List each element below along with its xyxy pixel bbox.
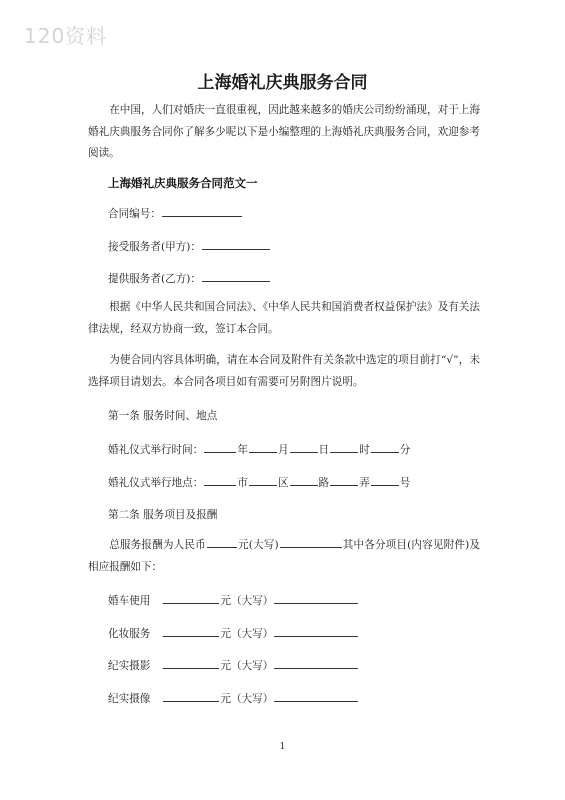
fee-amount-blank[interactable] <box>163 592 219 604</box>
fee-item-row <box>108 690 359 706</box>
fee-item-row <box>108 657 359 673</box>
article2-heading: 第二条 服务项目及报酬 <box>108 509 218 521</box>
total-fee-paragraph <box>88 535 480 578</box>
total-fee-blank[interactable] <box>207 536 237 548</box>
fee-amount-blank[interactable] <box>163 657 219 669</box>
watermark: 120资料 <box>24 24 108 48</box>
day-unit: 日 <box>318 444 330 456</box>
district-unit: 区 <box>277 477 289 489</box>
fee-upper-blank[interactable] <box>274 690 358 702</box>
city-unit: 市 <box>237 477 248 489</box>
document-title: 上海婚礼庆典服务合同 <box>197 73 368 93</box>
total-fee-upper-label: 元(大写) <box>237 539 279 551</box>
ceremony-place-label: 婚礼仪式举行地点： <box>108 477 204 489</box>
fee-item-name: 化妆服务 <box>108 628 151 640</box>
city-blank[interactable] <box>204 474 236 486</box>
fee-upper-blank[interactable] <box>274 592 358 604</box>
contract-number-line <box>108 205 243 221</box>
total-fee-prefix: 总服务报酬为人民币 <box>109 539 206 551</box>
district-blank[interactable] <box>249 474 277 486</box>
minute-unit: 分 <box>399 444 411 456</box>
hour-unit: 时 <box>359 444 370 456</box>
party-b-blank[interactable] <box>202 270 270 282</box>
party-a-label: 接受服务者(甲方)： <box>108 241 202 253</box>
ceremony-time-label: 婚礼仪式举行时间： <box>108 444 204 456</box>
contract-number-label: 合同编号： <box>108 208 161 220</box>
lane-unit: 弄 <box>359 477 370 489</box>
hour-blank[interactable] <box>330 441 358 453</box>
fee-upper-blank[interactable] <box>274 625 358 637</box>
number-unit: 号 <box>399 477 411 489</box>
fee-amount-blank[interactable] <box>163 625 219 637</box>
party-a-line <box>108 238 271 254</box>
fee-item-unit: 元（大写） <box>220 660 274 672</box>
contract-number-blank[interactable] <box>162 205 242 217</box>
clarification-paragraph: 为使合同内容具体明确，请在本合同及附件有关条款中选定的项目前打“√”，未选择项目请划去。本合同各项目如有需要可另附图片说明。 <box>88 354 480 388</box>
party-b-line <box>108 270 271 286</box>
fee-item-unit: 元（大写） <box>220 628 274 640</box>
year-unit: 年 <box>237 444 248 456</box>
road-unit: 路 <box>318 477 330 489</box>
party-a-blank[interactable] <box>202 238 270 250</box>
month-unit: 月 <box>277 444 289 456</box>
fee-amount-blank[interactable] <box>163 690 219 702</box>
fee-item-row <box>108 625 359 641</box>
fee-upper-blank[interactable] <box>274 657 358 669</box>
fee-item-unit: 元（大写） <box>220 595 274 607</box>
year-blank[interactable] <box>204 441 236 453</box>
page-number: 1 <box>279 742 286 752</box>
fee-item-row <box>108 592 359 608</box>
article1-heading: 第一条 服务时间、地点 <box>108 410 218 422</box>
total-fee-upper-blank[interactable] <box>280 536 342 548</box>
fee-item-name: 纪实摄像 <box>108 693 151 705</box>
fee-item-name: 纪实摄影 <box>108 660 151 672</box>
road-blank[interactable] <box>290 474 318 486</box>
section-heading: 上海婚礼庆典服务合同范文一 <box>108 176 258 190</box>
legal-basis-paragraph: 根据《中华人民共和国合同法》、《中华人民共和国消费者权益保护法》及有关法律法规，经双方协商一致，签订本合同。 <box>88 301 480 335</box>
ceremony-place-line <box>108 474 410 490</box>
fee-item-name: 婚车使用 <box>108 595 151 607</box>
total-fee-suffix: 其中各分项目(内容见附件)及相应报酬如下： <box>88 539 480 573</box>
lane-blank[interactable] <box>330 474 358 486</box>
fee-item-unit: 元（大写） <box>220 693 274 705</box>
number-blank[interactable] <box>371 474 399 486</box>
month-blank[interactable] <box>249 441 277 453</box>
party-b-label: 提供服务者(乙方)： <box>108 273 202 285</box>
day-blank[interactable] <box>290 441 318 453</box>
ceremony-time-line <box>108 441 410 457</box>
intro-paragraph: 在中国，人们对婚庆一直很重视，因此越来越多的婚庆公司纷纷涌现，对于上海婚礼庆典服务合同你了解多少呢以下是小编整理的上海婚礼庆典服务合同，欢迎参考阅读。 <box>88 104 480 159</box>
minute-blank[interactable] <box>371 441 399 453</box>
